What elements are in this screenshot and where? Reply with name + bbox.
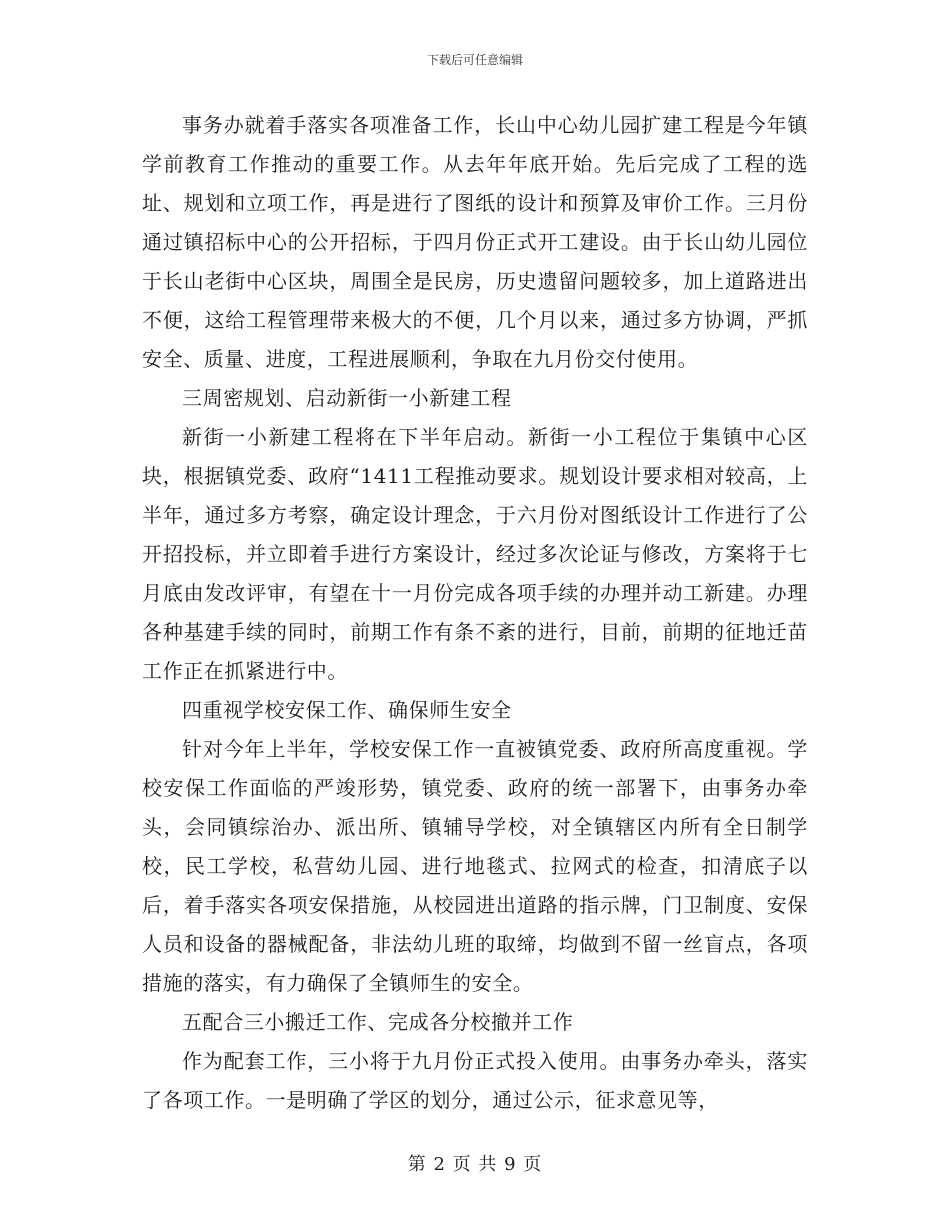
section-heading-xinjie-school: 三周密规划、启动新街一小新建工程 <box>182 386 512 410</box>
header-note: 下载后可任意编辑 <box>426 53 523 67</box>
section-heading-school-security: 四重视学校安保工作、确保师生安全 <box>182 698 512 722</box>
paragraph-school-security: 针对今年上半年，学校安保工作一直被镇党委、政府所高度重视。学校安保工作面临的严竣形势，镇党委、政府的统一部署下，由事务办牵头，会同镇综治办、派出所、镇辅导学校，对全镇辖区内所有全日制学校，民工学校，私营幼儿园、进行地毯式、拉网式的检查，扣清底子以后，着手落实各项安保措施，从校园进出道路的指示牌，门卫制度、安保人员和设备的器械配备，非法幼儿班的取缔，均做到不留一丝盲点，各项措施的落实，有力确保了全镇师生的安全。 <box>142 737 808 995</box>
paragraph-school-merger: 作为配套工作，三小将于九月份正式投入使用。由事务办牵头，落实了各项工作。一是明确了学区的划分，通过公示，征求意见等， <box>142 1049 808 1112</box>
page-number-footer: 第 2 页 共 9 页 <box>407 1154 543 1175</box>
section-heading-school-merger: 五配合三小搬迁工作、完成各分校撤并工作 <box>182 1010 574 1034</box>
document-body <box>142 106 808 1120</box>
paragraph-kindergarten-expansion: 事务办就着手落实各项准备工作，长山中心幼儿园扩建工程是今年镇学前教育工作推动的重要工作。从去年年底开始。先后完成了工程的选址、规划和立项工作，再是进行了图纸的设计和预算及审价工作。三月份通过镇招标中心的公开招标，于四月份正式开工建设。由于长山幼儿园位于长山老街中心区块，周围全是民房，历史遗留问题较多，加上道路进出不便，这给工程管理带来极大的不便，几个月以来，通过多方协调，严抓安全、质量、进度，工程进展顺利，争取在九月份交付使用。 <box>142 113 808 371</box>
paragraph-xinjie-school: 新街一小新建工程将在下半年启动。新街一小工程位于集镇中心区块，根据镇党委、政府“1411工程推动要求。规划设计要求相对较高，上半年，通过多方考察，确定设计理念，于六月份对图纸设计工作进行了公开招投标，并立即着手进行方案设计，经过多次论证与修改，方案将于七月底由发改评审，有望在十一月份完成各项手续的办理并动工新建。办理各种基建手续的同时，前期工作有条不紊的进行，目前，前期的征地迁苗工作正在抓紧进行中。 <box>142 425 808 683</box>
